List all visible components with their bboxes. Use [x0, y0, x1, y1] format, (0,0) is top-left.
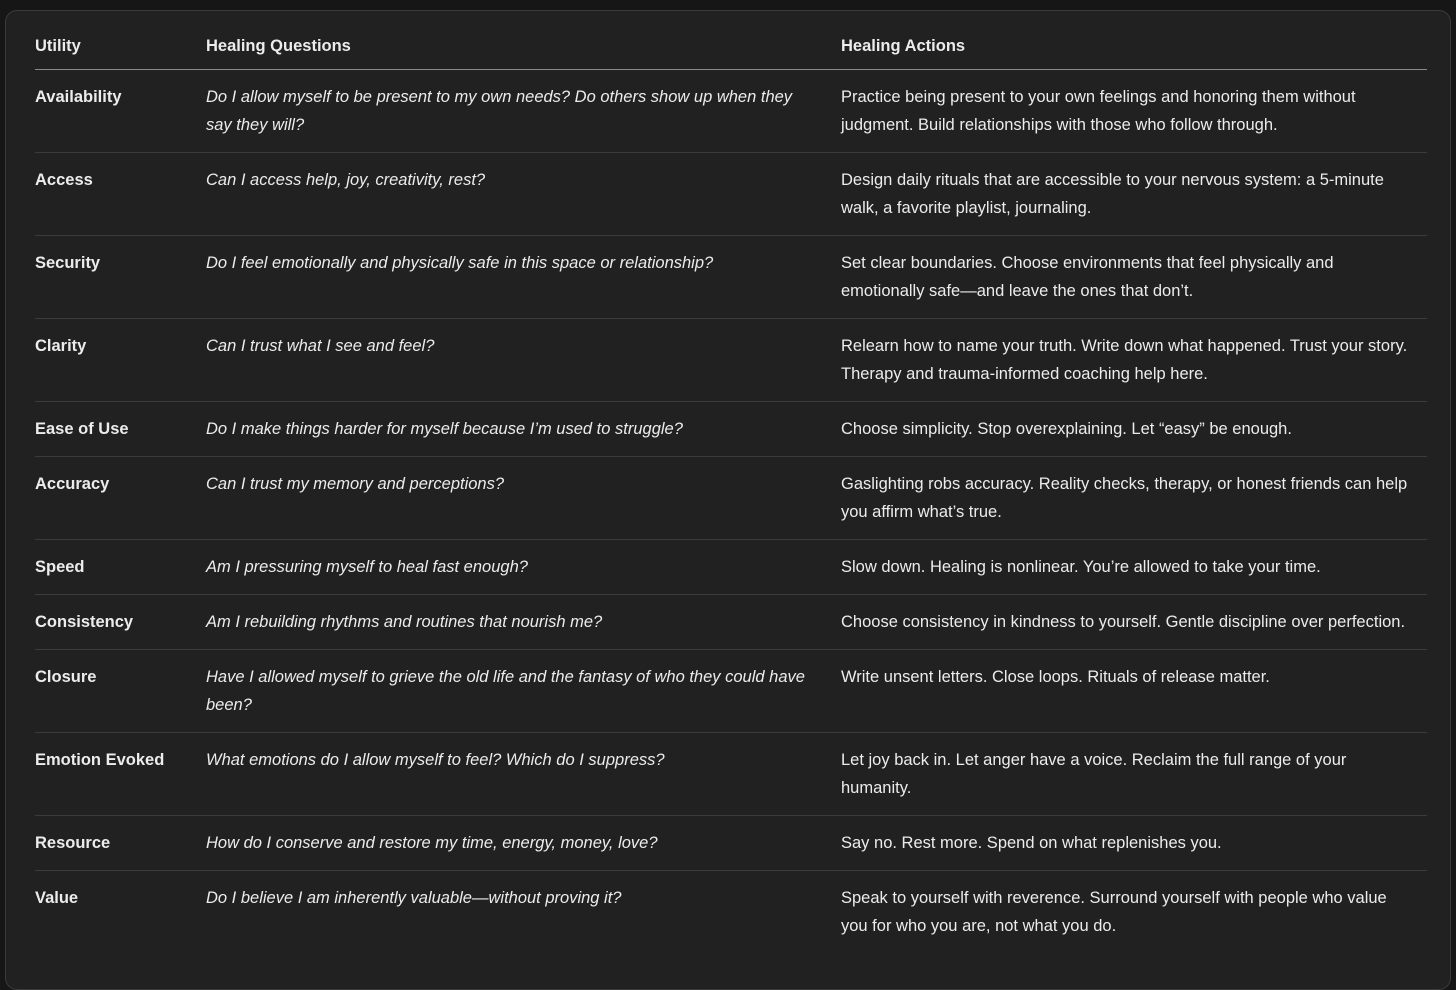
table-row [35, 733, 1427, 816]
utility-cell: Emotion Evoked [35, 733, 206, 816]
table-row [35, 816, 1427, 871]
table-row [35, 402, 1427, 457]
question-cell: Do I feel emotionally and physically safe in this space or relationship? [206, 236, 841, 319]
header-healing-questions: Healing Questions [206, 23, 841, 70]
utility-cell: Security [35, 236, 206, 319]
question-cell: Can I trust what I see and feel? [206, 319, 841, 402]
header-utility: Utility [35, 23, 206, 70]
table-row [35, 457, 1427, 540]
utility-cell: Closure [35, 650, 206, 733]
action-cell: Relearn how to name your truth. Write down what happened. Trust your story. Therapy and trauma-informed coaching help here. [841, 319, 1427, 402]
action-cell: Design daily rituals that are accessible to your nervous system: a 5-minute walk, a favorite playlist, journaling. [841, 153, 1427, 236]
utility-cell: Availability [35, 70, 206, 153]
question-cell: Do I allow myself to be present to my own needs? Do others show up when they say they will? [206, 70, 841, 153]
question-cell: What emotions do I allow myself to feel? Which do I suppress? [206, 733, 841, 816]
action-cell: Practice being present to your own feelings and honoring them without judgment. Build relationships with those who follow through. [841, 70, 1427, 153]
action-cell: Let joy back in. Let anger have a voice. Reclaim the full range of your humanity. [841, 733, 1427, 816]
action-cell: Speak to yourself with reverence. Surround yourself with people who value you for who you are, not what you do. [841, 889, 1387, 935]
header-healing-actions: Healing Actions [841, 23, 1427, 70]
table-row [35, 70, 1427, 153]
table-header-row [35, 23, 1427, 70]
question-cell: Do I make things harder for myself because I’m used to struggle? [206, 402, 841, 457]
question-cell: Can I access help, joy, creativity, rest? [206, 153, 841, 236]
action-cell: Gaslighting robs accuracy. Reality checks, therapy, or honest friends can help you affirm what’s true. [841, 457, 1427, 540]
utility-cell: Ease of Use [35, 402, 206, 457]
table-row [35, 236, 1427, 319]
table-row [35, 871, 1427, 954]
action-cell: Set clear boundaries. Choose environments that feel physically and emotionally safe—and leave the ones that don’t. [841, 236, 1427, 319]
question-cell: Do I believe I am inherently valuable—without proving it? [206, 889, 622, 907]
action-cell: Choose simplicity. Stop overexplaining. Let “easy” be enough. [841, 402, 1427, 457]
utility-cell: Accuracy [35, 457, 206, 540]
table-row [35, 153, 1427, 236]
table-row [35, 540, 1427, 595]
action-cell: Write unsent letters. Close loops. Rituals of release matter. [841, 650, 1427, 733]
utility-cell: Speed [35, 540, 206, 595]
question-cell: Can I trust my memory and perceptions? [206, 457, 841, 540]
utility-cell: Clarity [35, 319, 206, 402]
table-row [35, 595, 1427, 650]
action-cell: Say no. Rest more. Spend on what replenishes you. [841, 816, 1427, 871]
action-cell: Slow down. Healing is nonlinear. You’re allowed to take your time. [841, 540, 1427, 595]
action-cell: Choose consistency in kindness to yourself. Gentle discipline over perfection. [841, 595, 1427, 650]
question-cell: Am I rebuilding rhythms and routines that nourish me? [206, 595, 841, 650]
healing-table [35, 23, 1427, 953]
utility-cell: Value [35, 889, 79, 907]
utility-cell: Access [35, 153, 206, 236]
table-container [5, 10, 1451, 990]
table-row [35, 319, 1427, 402]
question-cell: Am I pressuring myself to heal fast enough? [206, 540, 841, 595]
utility-cell: Consistency [35, 595, 206, 650]
utility-cell: Resource [35, 816, 206, 871]
question-cell: Have I allowed myself to grieve the old life and the fantasy of who they could have been? [206, 650, 841, 733]
question-cell: How do I conserve and restore my time, energy, money, love? [206, 816, 841, 871]
table-row [35, 650, 1427, 733]
